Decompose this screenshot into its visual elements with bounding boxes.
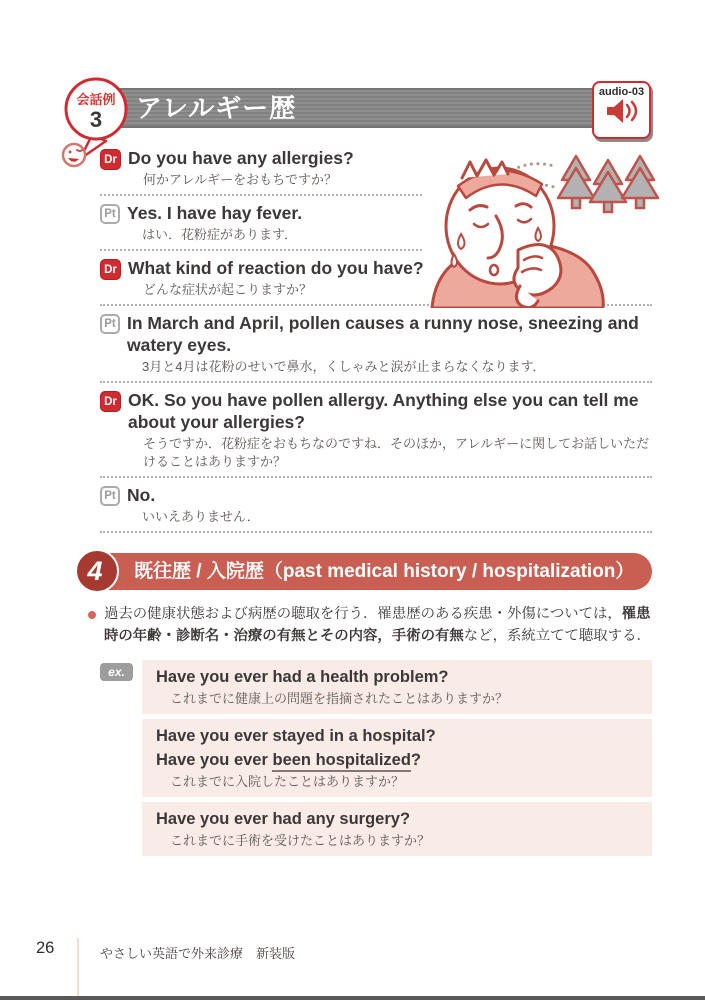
audio-track-label: audio-03 xyxy=(598,86,645,98)
dialogue-row xyxy=(100,484,652,526)
section-header xyxy=(78,553,652,590)
example-japanese: これまでに健康上の問題を指摘されたことはありますか？ xyxy=(170,691,509,706)
patient-badge: Pt xyxy=(100,204,120,224)
dialogue-english: Yes. I have hay fever. xyxy=(127,203,303,223)
divider xyxy=(100,476,652,478)
section-number-badge: 4 xyxy=(75,549,119,593)
note-text: など，系統立てて聴取する． xyxy=(463,627,651,644)
chapter-banner xyxy=(80,88,650,128)
dialogue-english: What kind of reaction do you have? xyxy=(128,258,424,278)
example-english-part: Have you ever xyxy=(156,751,273,769)
note-text: 過去の健康状態および病歴の聴取を行う．罹患歴のある疾患・外傷については， xyxy=(104,606,622,622)
example-english-underlined: been hospitalized xyxy=(272,751,410,772)
doctor-badge: Dr xyxy=(100,259,121,280)
example-english: Have you ever had a health problem? xyxy=(156,668,449,686)
conversation-badge xyxy=(58,71,138,171)
example-english-part: ? xyxy=(410,751,422,769)
dialogue-row xyxy=(100,389,652,471)
example-item xyxy=(142,802,652,856)
page-number: 26 xyxy=(36,939,55,957)
example-item xyxy=(142,719,652,797)
dialogue-english: In March and April, pollen causes a runny nose, sneezing and watery eyes. xyxy=(127,313,639,355)
conversation-badge-number: 3 xyxy=(89,107,103,132)
example-badge: ex. xyxy=(100,663,133,681)
divider xyxy=(100,531,652,533)
doctor-badge: Dr xyxy=(100,149,121,170)
example-list xyxy=(100,660,652,856)
footer-divider xyxy=(77,938,79,996)
allergy-illustration xyxy=(424,148,665,308)
example-english: Have you ever stayed in a hospital? xyxy=(156,727,436,745)
dialogue-japanese: 3月と4月は花粉のせいで鼻水，くしゃみと涙が止まらなくなります． xyxy=(142,359,546,374)
section-title-en: （past medical history / hospitalization） xyxy=(263,561,635,582)
dialogue-english: OK. So you have pollen allergy. Anything else you can tell me about your allergies? xyxy=(128,390,639,432)
dialogue-japanese: はい．花粉症があります． xyxy=(142,227,297,242)
book-title: やさしい英語で外来診療 新装版 xyxy=(100,946,296,961)
page-title: アレルギー歴 xyxy=(136,93,297,123)
example-english: Have you ever had any surgery? xyxy=(156,810,411,828)
divider xyxy=(100,194,422,196)
dialogue-english: No. xyxy=(127,485,156,505)
dialogue-japanese: 何かアレルギーをおもちですか？ xyxy=(143,172,338,187)
divider xyxy=(100,249,422,251)
dialogue-row xyxy=(100,312,652,376)
conversation-badge-label: 会話例 xyxy=(76,92,116,107)
example-japanese: これまでに手術を受けたことはありますか？ xyxy=(170,833,431,848)
audio-track-badge xyxy=(592,81,651,139)
patient-badge: Pt xyxy=(100,314,120,334)
note-text-bold: 罹患時の年齢・診断名・治療の有無とその内容，手術の有無 xyxy=(104,606,651,644)
dialogue-english: Do you have any allergies? xyxy=(128,148,354,168)
example-item xyxy=(142,660,652,714)
speaker-icon xyxy=(605,98,639,124)
section-title-ja: 既往歴 / 入院歴 xyxy=(134,561,264,582)
page-edge-bar xyxy=(0,996,705,1000)
doctor-badge: Dr xyxy=(100,391,121,412)
cedar-trees-icon xyxy=(558,156,658,212)
section-title xyxy=(78,553,652,590)
smiley-face-icon xyxy=(63,144,85,166)
divider xyxy=(100,381,652,383)
dialogue-japanese: そうですか．花粉症をおもちなのですね．そのほか，アレルギーに関してお話しいただけることはありますか？ xyxy=(143,436,650,469)
dialogue-japanese: どんな症状が起こりますか？ xyxy=(143,282,313,297)
bullet-icon xyxy=(88,611,96,619)
dialogue-japanese: いいえありません． xyxy=(142,509,260,524)
example-english xyxy=(156,748,638,772)
patient-badge: Pt xyxy=(100,486,120,506)
section-note xyxy=(88,604,652,647)
example-japanese: これまでに入院したことはありますか？ xyxy=(170,774,405,789)
